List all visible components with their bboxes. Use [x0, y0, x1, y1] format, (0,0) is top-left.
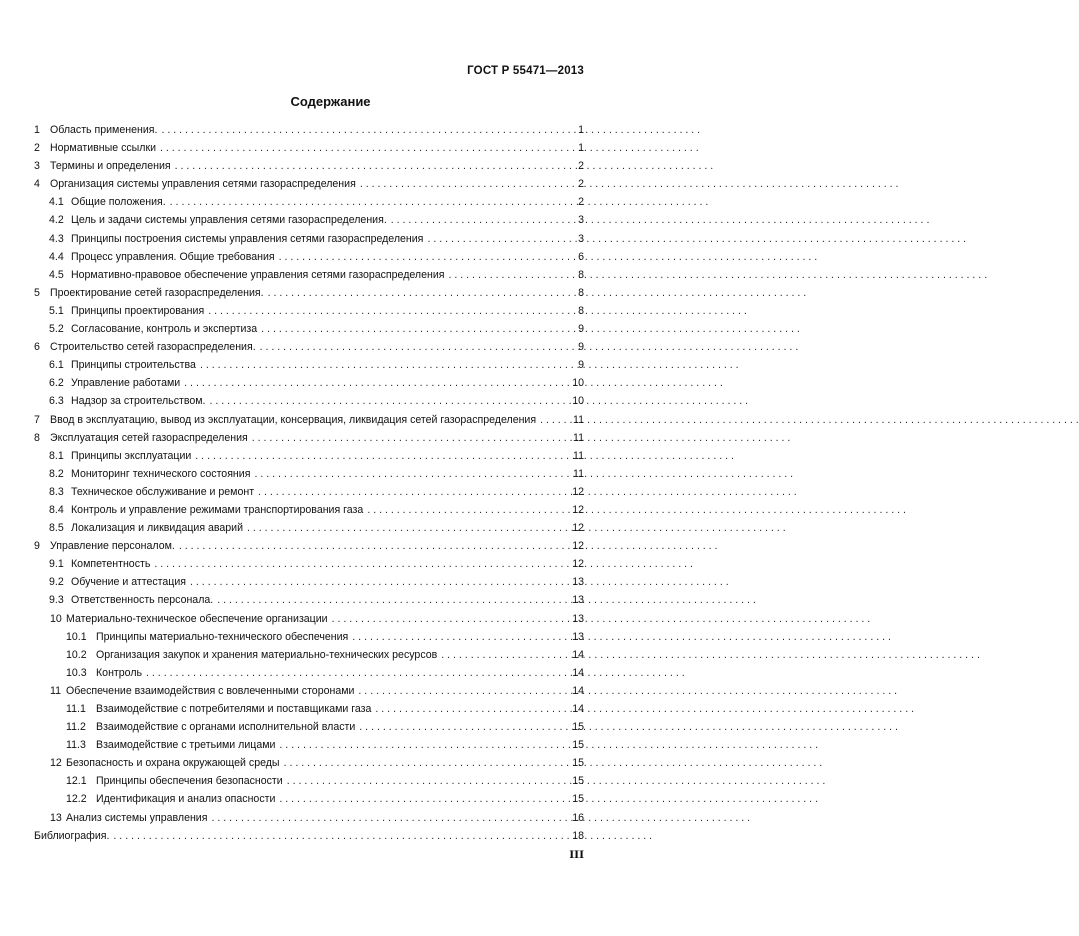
toc-entry-title: Принципы обеспечения безопасности	[96, 775, 283, 788]
toc-entry[interactable]	[34, 483, 584, 501]
toc-entry-title: Контроль	[96, 666, 143, 679]
toc-entry[interactable]	[34, 175, 584, 193]
toc-entry-page: 15	[572, 757, 584, 770]
toc-entry-title: Техническое обслуживание и ремонт	[71, 485, 255, 498]
toc-entry-number: 12.2	[66, 793, 87, 806]
toc-leader-dots	[260, 338, 573, 356]
toc-entry-number: 5.2	[49, 323, 64, 336]
toc-leader-dots	[540, 411, 569, 429]
toc-entry-page: 11	[573, 449, 584, 462]
toc-entry-title: Управление работами	[71, 377, 181, 390]
toc-entry-title: Принципы эксплуатации	[71, 449, 192, 462]
toc-entry-title: Надзор за строительством.	[71, 395, 206, 408]
toc-entry-page: 12	[572, 540, 584, 553]
toc-leader-dots	[352, 628, 568, 646]
toc-entry-number: 10.1	[66, 630, 87, 643]
toc-leader-dots	[209, 392, 568, 410]
toc-entry-number: 5.1	[49, 304, 64, 317]
page-title: Содержание	[290, 94, 371, 109]
toc-entry-number: 4.3	[49, 232, 64, 245]
toc-entry-title: Область применения.	[50, 124, 158, 136]
toc-entry-number: 8	[34, 431, 40, 444]
toc-entry-title: Ввод в эксплуатацию, вывод из эксплуатации, консервация, ликвидация сетей газораспределения	[50, 413, 537, 426]
toc-entry-title: Организация системы управления сетями газораспределения	[50, 178, 356, 191]
toc-entry-title: Локализация и ликвидация аварий	[71, 522, 244, 535]
toc-leader-dots	[254, 465, 569, 483]
toc-entry-title: Цель и задачи системы управления сетями газораспределения.	[71, 214, 387, 227]
toc-entry[interactable]	[34, 790, 584, 808]
toc-entry-title: Библиография.	[34, 829, 110, 842]
toc-entry-number: 6.1	[49, 359, 64, 372]
toc-entry-title: Управление персоналом.	[50, 540, 175, 553]
toc-entry-number: 13	[50, 811, 62, 824]
toc-entry-title: Принципы строительства	[71, 359, 196, 372]
toc-entry-number: 12	[50, 757, 62, 770]
table-of-contents	[34, 121, 584, 845]
toc-entry-page: 2	[578, 178, 584, 191]
toc-leader-dots	[161, 121, 573, 139]
toc-leader-dots	[170, 193, 573, 211]
toc-entry-number: 9.3	[49, 594, 64, 607]
toc-entry-number: 12.1	[66, 775, 87, 788]
toc-entry-number: 3	[34, 160, 40, 173]
toc-leader-dots	[279, 248, 573, 266]
toc-entry-page: 14	[572, 703, 584, 715]
toc-entry-page: 12	[572, 558, 584, 571]
toc-leader-dots	[252, 429, 569, 447]
toc-entry[interactable]	[34, 555, 584, 573]
toc-entry-page: 3	[578, 214, 584, 227]
toc-entry[interactable]	[34, 284, 584, 302]
toc-entry-title: Обучение и аттестация	[71, 576, 187, 589]
toc-entry-page: 10	[572, 377, 584, 390]
toc-entry-page: 9	[578, 341, 584, 354]
toc-leader-dots	[208, 302, 573, 320]
toc-entry-page: 2	[578, 196, 584, 209]
toc-entry[interactable]	[34, 519, 584, 537]
toc-leader-dots	[441, 646, 568, 664]
toc-leader-dots	[391, 211, 573, 229]
toc-leader-dots	[184, 374, 568, 392]
toc-entry-title: Процесс управления. Общие требования	[71, 250, 275, 263]
toc-entry-number: 9.2	[49, 576, 64, 589]
toc-entry-page: 8	[578, 304, 584, 317]
toc-entry-page: 12	[572, 485, 584, 498]
toc-entry[interactable]	[34, 374, 584, 392]
toc-entry-number: 9	[34, 540, 40, 553]
toc-entry[interactable]	[34, 646, 584, 664]
toc-entry-page: 18	[572, 829, 584, 842]
toc-entry-page: 13	[572, 594, 584, 607]
toc-entry[interactable]	[34, 411, 584, 429]
toc-entry[interactable]	[34, 664, 584, 682]
toc-leader-dots	[195, 447, 569, 465]
toc-leader-dots	[332, 610, 569, 628]
toc-entry[interactable]	[34, 465, 584, 483]
toc-entry-page: 10	[572, 395, 584, 408]
toc-leader-dots	[247, 519, 568, 537]
toc-leader-dots	[360, 175, 573, 193]
toc-leader-dots	[190, 573, 568, 591]
toc-leader-dots	[258, 483, 568, 501]
toc-entry[interactable]	[34, 320, 584, 338]
page-number: III	[569, 849, 584, 861]
toc-entry[interactable]	[34, 266, 584, 284]
toc-entry-page: 9	[578, 359, 584, 372]
toc-entry-title: Взаимодействие с органами исполнительной власти	[96, 721, 356, 734]
toc-entry-title: Эксплуатация сетей газораспределения	[50, 431, 248, 444]
toc-leader-dots	[367, 501, 568, 519]
toc-entry[interactable]	[34, 356, 584, 374]
toc-entry-number: 8.2	[49, 467, 64, 480]
toc-entry-title: Согласование, контроль и экспертиза	[71, 323, 258, 336]
toc-entry[interactable]	[34, 302, 584, 320]
toc-entry-number: 4.1	[49, 196, 64, 209]
toc-entry[interactable]	[34, 754, 584, 772]
toc-entry[interactable]	[34, 628, 584, 646]
toc-entry-page: 15	[572, 793, 584, 806]
toc-entry-page: 3	[578, 232, 584, 245]
toc-entry[interactable]	[34, 211, 584, 229]
toc-entry[interactable]	[34, 193, 584, 211]
toc-entry-page: 14	[572, 648, 584, 661]
toc-entry[interactable]	[34, 827, 584, 845]
toc-entry-number: 6.2	[49, 377, 64, 390]
toc-entry-title: Нормативно-правовое обеспечение управления сетями газораспределения	[71, 268, 445, 281]
toc-leader-dots	[113, 827, 568, 845]
toc-leader-dots	[284, 754, 569, 772]
toc-entry-page: 15	[572, 739, 584, 752]
toc-entry[interactable]	[34, 392, 584, 410]
toc-entry-page: 14	[572, 666, 584, 679]
toc-entry-title: Термины и определения	[50, 160, 171, 173]
toc-entry-number: 11.2	[66, 721, 86, 734]
toc-entry-number: 2	[34, 142, 40, 155]
toc-leader-dots	[427, 230, 573, 248]
toc-entry-number: 4.2	[49, 214, 64, 227]
toc-entry[interactable]	[34, 682, 584, 700]
toc-leader-dots	[261, 320, 573, 338]
toc-entry-page: 11	[573, 467, 584, 480]
toc-entry-page: 6	[578, 250, 584, 263]
toc-entry-title: Нормативные ссылки	[50, 142, 157, 155]
toc-entry-number: 8.4	[49, 503, 64, 516]
toc-entry-title: Принципы проектирования	[71, 304, 205, 317]
toc-leader-dots	[279, 790, 568, 808]
toc-entry-title: Организация закупок и хранения материально-технических ресурсов	[96, 648, 438, 661]
toc-entry[interactable]	[34, 700, 584, 718]
toc-entry-page: 8	[578, 286, 584, 299]
toc-entry-page: 13	[572, 576, 584, 589]
toc-entry-number: 9.1	[49, 558, 64, 571]
toc-entry-page: 12	[572, 503, 584, 516]
toc-entry-title: Идентификация и анализ опасности	[96, 793, 276, 806]
toc-entry-title: Принципы построения системы управления сетями газораспределения	[71, 232, 424, 245]
toc-entry[interactable]	[34, 573, 584, 591]
toc-entry[interactable]	[34, 139, 584, 157]
toc-entry-title: Контроль и управление режимами транспортирования газа	[71, 503, 364, 516]
toc-entry[interactable]	[34, 230, 584, 248]
toc-entry-number: 8.1	[49, 449, 64, 462]
toc-entry-number: 6.3	[49, 395, 64, 408]
toc-entry[interactable]	[34, 157, 584, 175]
toc-entry[interactable]	[34, 772, 584, 790]
toc-entry-title: Общие положения.	[71, 196, 166, 209]
toc-entry-page: 15	[572, 721, 584, 734]
toc-leader-dots	[146, 664, 568, 682]
toc-leader-dots	[358, 682, 568, 700]
toc-entry-page: 8	[578, 268, 584, 281]
toc-leader-dots	[160, 139, 573, 157]
toc-leader-dots	[200, 356, 573, 374]
toc-entry[interactable]	[34, 736, 584, 754]
toc-leader-dots	[279, 736, 568, 754]
toc-entry-number: 11.1	[66, 703, 86, 715]
toc-entry[interactable]	[34, 501, 584, 519]
toc-entry-number: 10.2	[66, 648, 87, 661]
toc-entry-number: 8.3	[49, 485, 64, 498]
toc-entry[interactable]	[34, 121, 584, 139]
toc-entry-number: 4	[34, 178, 40, 191]
toc-entry-page: 14	[572, 684, 584, 697]
toc-entry-title: Ответственность персонала.	[71, 594, 214, 607]
standard-designation: ГОСТ Р 55471—2013	[467, 65, 584, 77]
toc-entry-page: 1	[578, 124, 584, 136]
toc-entry-page: 13	[572, 612, 584, 625]
toc-entry-page: 12	[572, 522, 584, 535]
toc-entry-page: 11	[573, 413, 584, 426]
toc-entry-title: Принципы материально-технического обеспечения	[96, 630, 349, 643]
toc-entry[interactable]	[34, 248, 584, 266]
toc-entry-title: Обеспечение взаимодействия с вовлеченными сторонами	[66, 684, 355, 697]
toc-entry-number: 10	[50, 612, 62, 625]
toc-entry-title: Взаимодействие с третьими лицами	[96, 739, 276, 752]
toc-entry[interactable]	[34, 537, 584, 555]
toc-entry-number: 11	[50, 684, 61, 697]
toc-leader-dots	[179, 537, 568, 555]
toc-entry-page: 13	[572, 630, 584, 643]
toc-leader-dots	[287, 772, 569, 790]
toc-entry-page: 16	[572, 811, 584, 824]
toc-entry-number: 7	[34, 413, 40, 426]
toc-entry-number: 11.3	[66, 739, 86, 752]
toc-entry-number: 6	[34, 341, 40, 354]
toc-entry-number: 5	[34, 286, 40, 299]
toc-entry-title: Компетентность	[71, 558, 151, 571]
toc-entry[interactable]	[34, 809, 584, 827]
toc-leader-dots	[217, 591, 568, 609]
toc-entry-number: 10.3	[66, 666, 87, 679]
toc-entry-title: Материально-техническое обеспечение организации	[66, 612, 328, 625]
toc-entry[interactable]	[34, 338, 584, 356]
toc-entry-number: 1	[34, 124, 40, 136]
toc-entry-title: Мониторинг технического состояния	[71, 467, 251, 480]
toc-entry-title: Анализ системы управления	[66, 811, 208, 824]
toc-entry-title: Взаимодействие с потребителями и поставщиками газа	[96, 703, 372, 715]
toc-entry-page: 15	[572, 775, 584, 788]
toc-leader-dots	[268, 284, 573, 302]
toc-entry-title: Проектирование сетей газораспределения.	[50, 286, 264, 299]
toc-entry[interactable]	[34, 610, 584, 628]
toc-entry-number: 4.4	[49, 250, 64, 263]
toc-entry-page: 11	[573, 431, 584, 444]
toc-leader-dots	[449, 266, 573, 284]
toc-entry[interactable]	[34, 591, 584, 609]
toc-entry-title: Безопасность и охрана окружающей среды	[66, 757, 280, 770]
toc-entry-title: Строительство сетей газораспределения.	[50, 341, 256, 354]
toc-entry-number: 4.5	[49, 268, 64, 281]
toc-entry[interactable]	[34, 429, 584, 447]
toc-entry[interactable]	[34, 718, 584, 736]
toc-entry-page: 9	[578, 323, 584, 336]
toc-leader-dots	[175, 157, 573, 175]
toc-entry-page: 1	[578, 142, 584, 155]
toc-leader-dots	[359, 718, 568, 736]
toc-leader-dots	[154, 555, 568, 573]
toc-leader-dots	[375, 700, 568, 718]
toc-leader-dots	[211, 809, 568, 827]
toc-entry-page: 2	[578, 160, 584, 173]
toc-entry[interactable]	[34, 447, 584, 465]
toc-entry-number: 8.5	[49, 522, 64, 535]
